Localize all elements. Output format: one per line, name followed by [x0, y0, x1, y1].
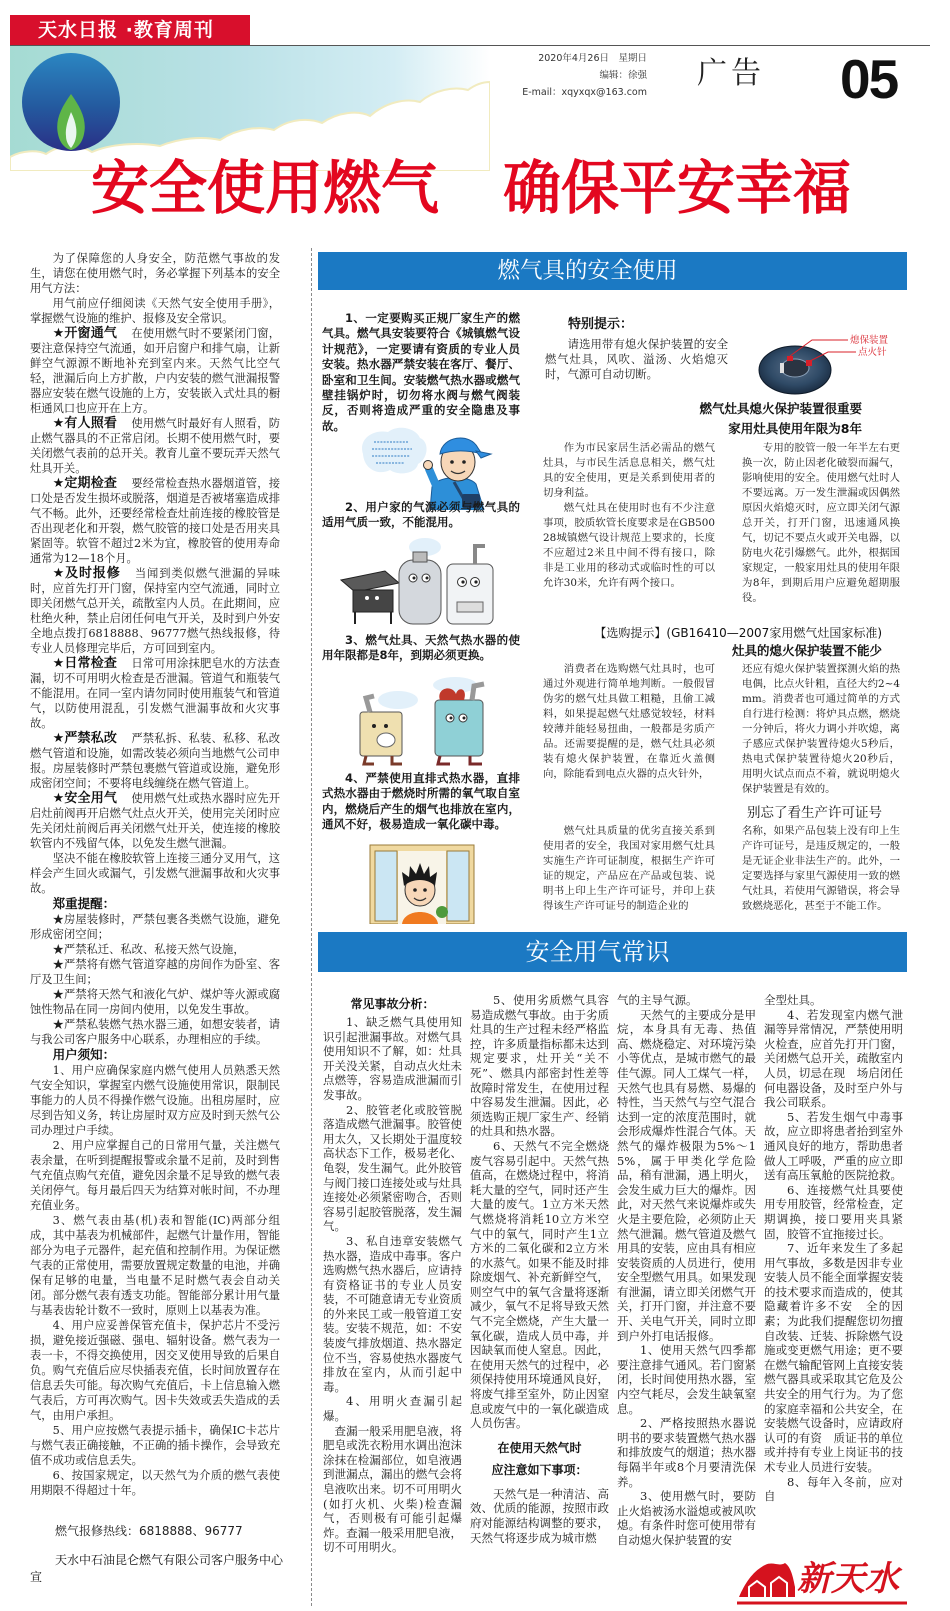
closing-paragraph: 坚决不能在橡胶软管上连接三通分叉用气，这样会产生回火或漏气，引发燃气泄漏事故和火灾事故。	[30, 852, 280, 895]
accident-item: 6、天然气不完全燃烧废气容易引起中。天然气热值高，在燃烧过程中，将消耗大量的空气，同时还产生大量的废气。1立方米天然气燃烧将消耗10立方米空气中的氧气，同时产生1立方米的二氧化碳和2立方米的水蒸气。如果不能及时排除废烟气、补充新鲜空气，则空气中的氧气含量将逐渐减少，氧气不足将导致天然气不完全燃烧，产生大量一氧化碳，造成人员中毒，并因缺氧而使人窒息。因此，在使用天然气的过程中，必须保持使用环境通风良好，将废气排至室外，防止因窒息或废气中的一氧化碳造成人员伤害。	[470, 1138, 609, 1431]
water-heaters-cartoon-illustration	[340, 676, 510, 768]
intro-paragraph: 用气前应仔细阅读《天然气安全使用手册》，掌握燃气设施的维护、报修及安全常识。	[30, 297, 280, 325]
stove-character	[341, 571, 399, 624]
stove-burner-photo	[740, 330, 900, 396]
safety-column-2	[470, 993, 609, 1605]
tip-paragraph	[30, 416, 280, 476]
appliance-item-1: 1、一定要购买正规厂家生产的燃气具。燃气具安装要符合《城镇燃气设计规范》，一定要请有资质的专业人员安装。热水器严禁安装在客厅、餐厅、卧室和卫生间。安装燃气热水器或燃气壁挂锅炉时，切勿将水阀与燃气阀装反，否则将造成严重的安全隐患及事故。	[322, 311, 520, 433]
window-pane-right	[447, 851, 469, 921]
safety-column-3	[617, 993, 756, 1605]
tip-text: 使用燃气灶或热水器时应先开启灶前阀再开启燃气灶点火开关，使用完关闭时应先关闭灶前阀后再关闭燃气灶开关，使连接的橡胶软管内不残留气体，以免发生燃气泄漏。	[30, 792, 280, 850]
article-paragraph: 还应有熄火保护装置探测火焰的热电偶，比点火针粗，直径大约2~4mm。消费者也可通过简单的方式自行进行检测：将炉具点燃，燃烧一分钟后，将火力调小并吹熄，离子感应式保护装置待熄火5秒后，热电式保护装置待熄火20秒后，用明火试点而点不着，就说明熄火保护装置是有效的。	[742, 663, 900, 795]
note-item-continued: 全型灶具。	[764, 993, 822, 1007]
section-name: 广告	[697, 56, 765, 91]
appliance-item-4: 4、严禁使用直排式热水器，直排式热水器由于燃烧时所需的氧气取自室内，燃烧后产生的烟气也排放在室内，通风不好，极易造成一氧化碳中毒。	[322, 771, 520, 832]
issue-editor: 编辑：徐强	[599, 70, 647, 81]
open-window-cartoon-illustration	[362, 842, 482, 924]
accident-item: 1、缺乏燃气具使用知识引起泄漏事故。对燃气具使用知识不了解，如：灶具开关没关紧，自动点火灶未点燃等，容易造成泄漏而引发事故。	[323, 1015, 462, 1102]
speech-bubble	[362, 428, 427, 474]
issue-email: E-mail：xqyxqx@163.com	[522, 87, 647, 98]
accident-item: 4、用明火查漏引起爆。	[323, 1394, 462, 1424]
tip-text: 要经常检查热水器烟道管，接口处是否发生损坏或脱落，烟道是否被堵塞造成排气不畅。此外，还要经常检查灶前连接的橡胶管是否出现老化和开裂，燃气胶管的接口处是否用夹具紧固等。软管不超过2米为宜，橡胶管的使用寿命通常为12—18个月。	[30, 477, 280, 565]
section-title: 燃气具的安全使用	[497, 258, 678, 284]
note-item: 5、若发生烟气中毒事故，应立即将患者抬到室外通风良好的地方，帮助患者做人工呼吸，严重的应立即送有高压氧舱的医院抢救。	[764, 1109, 903, 1183]
notice-item: 1、用户应确保家庭内燃气使用人员熟悉天然气安全知识，掌握室内燃气设施使用常识，限制民事能力的人员不得操作燃气设施。出租房屋时，应尽到告知义务，转让房屋时双方应及时到天然气公司办理过户手续。	[30, 1064, 280, 1137]
reminder-item: ★严禁将有燃气管道穿越的房间作为卧室、客厅及卫生间；	[30, 958, 280, 986]
article-title: 燃气灶具熄火保护装置很重要	[699, 401, 862, 416]
notice-item: 3、燃气表由基(机)表和智能(IC)两部分组成，其中基表为机械部件，起燃气计量作用，智能部分为电子元器件，起充值和控制作用。为保证燃气表的正常使用，需要放置规定数量的电池，并确保有足够的电量，当电量不足时燃气表会自动关闭。部分燃气表有透支功能。智能部分累计用气量与基表齿轮计数不一致时，原则上以基表为准。	[30, 1214, 280, 1317]
note-item: 1、使用天然气四季都要注意排气通风。若门窗紧闭，长时间使用热水器，室内空气耗尽，会发生缺氧窒息。	[617, 1343, 756, 1416]
safety-column-4	[764, 993, 903, 1605]
igniter-label: 点火针	[858, 347, 887, 358]
note-item: 8、每年入冬前，应对自	[764, 1474, 903, 1504]
notes-intro: 天然气是一种清洁、高效、优质的能源，按照市政府对能源结构调整的要求，天然气将逐步成为城市燃	[470, 1486, 609, 1545]
section-header-appliance	[318, 252, 907, 290]
notes-title: 应注意如下事项：	[491, 1462, 588, 1477]
appliances-cartoon-illustration	[335, 538, 505, 628]
tip-paragraph	[30, 731, 280, 791]
plant-icon	[436, 906, 448, 918]
tip-label: ★有人照看	[52, 416, 118, 431]
new-heater-character	[435, 684, 484, 764]
notice-item: 2、用户应掌握自己的日常用气量，关注燃气表余量，在听到提醒报警或余量不足前，及时到售气充值点购气充值，避免因余量不足导致的燃气表关闭停气。每月最后四天为结算对帐时间，不办理充值业务。	[30, 1139, 280, 1212]
headline-left: 安全使用燃气	[91, 154, 440, 222]
accident-item: 查漏一般采用肥皂液，将肥皂或洗衣粉用水调出泡沫涂抹在检漏部位，如皂液遇到泄漏点，漏出的燃气会将皂液吹出来。切不可用明火(如打火机、火柴)检查漏气，否则极有可能引起爆炸。查漏一般采用肥皂液，切不可用明火。	[323, 1423, 462, 1555]
tip-label: ★严禁私改	[52, 731, 118, 746]
notice-item: 4、用户应妥善保管充值卡，保护芯片不受污损，避免接近强磁、强电、辐射设备。燃气表为一表一卡，不得交换使用，因交叉使用导致的后果自负。购气充值后应尽快插表充值，长时间放置存在信息丢失可能。每次购气充值后，卡上信息输入燃气表后，方可再次购气。因卡失效或丢失造成的丢气，由用户承担。	[30, 1319, 280, 1422]
note-item: 7、近年来发生了多起用气事故，多数是因非专业安装人员不能全面掌握安装的技术要求而造成的，使其隐藏着许多不安 全的因素；为此我们提醒您切勿擅自改装、迁装、拆除燃气设施或变更燃气用途；更不要在燃气输配管网上直接安装燃气器具或采取其它危及公共安全的用气行为。为了您的家庭幸福和公共安全，在安装燃气设备时，应请政府认可的有资 质证书的单位或并持有专业上岗证书的技术专业人员进行安装。	[764, 1241, 903, 1474]
worker-cartoon-illustration	[358, 424, 493, 510]
article-license-left-column	[543, 824, 715, 926]
window-pane-left	[375, 851, 397, 921]
article-paragraph: 消费者在选购燃气灶具时，也可通过外观进行简单地判断。一般假冒伪劣的燃气灶具做工粗糙，且偷工减料，如果提起燃气灶感觉较轻，材料较薄并能轻易扭曲，一般都是劣质产品。还需要提醒的是，燃气灶具必须装有熄火保护装置，在靠近火盖侧向，除能看到电点火器的点火针外，	[543, 663, 715, 780]
tip-text: 当闻到类似燃气泄漏的异味时，应首先打开门窗，保持室内空气流通，同时立即关闭燃气总开关，疏散室内人员。在此期间，应杜绝火种，禁止启闭任何电气开关，及时到户外安全地点拨打6818888、96777燃气热线报修，待专业人员修理完毕后，方可回到室内。	[30, 567, 280, 655]
article-purchase-left-column	[543, 662, 715, 800]
tip-text: 日常可用涂抹肥皂水的方法查漏，切不可用明火检查是否泄漏。管道气和瓶装气不能混用。在同一室内请勿同时使用瓶装气和管道气，以防使用混乱，引发燃气泄漏事故和火灾事故。	[30, 657, 280, 730]
special-tip-text: 请选用带有熄火保护装置的安全燃气灶具，风吹、溢汤、火焰熄灭时，气源可自动切断。	[545, 338, 728, 381]
speech-bubble	[378, 691, 418, 709]
page-number: 05	[840, 48, 898, 110]
accident-item: 3、私自违章安装燃气热水器，造成中毒事。客户选购燃气热水器后，应请持有资格证书的专业人员安装，不可随意请无专业资质的外来民工或一般管道工安装。安装不规范，如：不安装废气排放烟道、热水器定位不当，容易使热水器废气排放在室内，从而引起中毒。	[323, 1233, 462, 1394]
company-sign: 宣	[30, 1570, 43, 1584]
tip-label: ★定期检查	[52, 476, 118, 491]
article-purchase-subtitle: 灶具的熄火保护装置不能少	[731, 643, 882, 658]
reminder-heading	[30, 896, 280, 912]
notice-title: 用户须知：	[52, 1047, 116, 1062]
appliance-item-3: 3、燃气灶具、天然气热水器的使用年限都是8年，到期必须更换。	[322, 633, 520, 663]
article-paragraph: 专用的胶管一般一年半左右更换一次，防止因老化破裂而漏气，影响使用的安全。使用燃气灶时人不要远离。万一发生泄漏或因偶然原因火焰熄灭时，应立即关闭气源总开关，打开门窗，迅速通风换气，切记不要点火或开关电器，以防电火花引爆燃气。此外，根据国家规定，一般家用灶具的使用年限为8年，到期后用户应避免超期服役。	[742, 442, 900, 604]
tip-paragraph	[30, 656, 280, 731]
reminder-item: ★严禁将天然气和液化气炉、煤炉等火源或腐蚀性物品在同一房间内使用，以免发生事故。	[30, 988, 280, 1016]
article-lifespan-right-column	[742, 441, 900, 619]
section-header-safety	[318, 932, 907, 972]
masthead-bar	[10, 15, 250, 45]
tip-paragraph	[30, 791, 280, 851]
article-subtitle: 家用灶具使用年限为8年	[728, 421, 862, 436]
tip-label: ★日常检查	[52, 656, 118, 671]
reminder-title: 郑重提醒：	[52, 896, 116, 911]
article-paragraph: 燃气灶具在使用时也有不少注意事项，胶质软管长度要求是在GB50028城镇燃气设计规范上要求的，长度不应超过2米且中间不得有接口，除非是工业用的移动式或临时性的可以允许30米，允许有两个接口。	[543, 502, 715, 589]
notice-heading	[30, 1047, 280, 1063]
reminder-item: ★严禁私迁、私改、私接天然气设施，	[52, 943, 245, 956]
issue-info	[500, 50, 647, 101]
section-title: 安全用气常识	[525, 938, 670, 966]
tip-label: ★及时报修	[52, 566, 121, 581]
repair-hotline: 燃气报修热线：6818888、96777	[55, 1524, 243, 1538]
tip-label: ★开窗通气	[52, 326, 118, 341]
accident-title: 常见事故分析：	[350, 997, 435, 1011]
note-item: 3、使用燃气时，要防止火焰被汤水溢熄或被风吹熄。有条件时您可使用带有自动熄火保护装置的安	[617, 1489, 756, 1547]
article-purchase-right-column	[742, 662, 900, 800]
column-divider	[311, 248, 312, 1606]
company-signature	[30, 1552, 282, 1586]
notes-title: 在使用天然气时	[497, 1440, 582, 1455]
article-lifespan-title	[620, 399, 862, 439]
masthead-title: 天水日报 ·教育周刊	[38, 19, 214, 41]
accident-item: 5、使用劣质燃气具容易造成燃气事故。由于劣质灶具的生产过程未经严格监控，许多质量指标都未达到规定要求，灶开关“关不死”、燃具内部密封性差等故障时常发生，在使用过程中容易发生泄漏。因此，必须选购正规厂家生产、经销的灶具和热水器。	[470, 993, 609, 1139]
tip-paragraph	[30, 476, 280, 566]
article-license-title: 别忘了看生产许可证号	[747, 805, 882, 821]
article-paragraph: 作为市民家居生活必需品的燃气灶具，与市民生活息息相关，燃气灶具的安全使用，更是关系到使用者的切身利益。	[543, 442, 715, 499]
reminder-item: ★严禁私装燃气热水器三通，如想安装者，请与我公司客户服务中心联系，办理相应的手续。	[30, 1018, 280, 1046]
headline-right: 确保平安幸福	[503, 154, 852, 222]
flameout-device-label: 熄保装置	[850, 335, 889, 346]
notice-item: 6、按国家规定，以天然气为介质的燃气表使用期限不得超过十年。	[30, 1469, 280, 1497]
notes-intro-continued: 气的主导气源。	[617, 993, 698, 1007]
article-paragraph: 名称，如果产品包装上没有印上生产许可证号，是违反规定的，一般是无证企业非法生产的。此外，一定要选择与家里气源使用一致的燃气灶具，若使用气源错误，将会导致燃烧恶化，甚至于不能工作。	[742, 825, 900, 912]
gas-cylinder-character	[399, 552, 441, 624]
tip-paragraph	[30, 566, 280, 656]
issue-date: 2020年4月26日 星期日	[538, 53, 647, 64]
note-item: 4、若发现室内燃气泄漏等异常情况，严禁使用明火检查，应首先打开门窗，关闭燃气总开关，疏散室内人员，切忌在现 场启闭任何电器设备，及时至户外与我公司联系。	[764, 1007, 903, 1110]
logo-text: 新天水	[797, 1559, 899, 1599]
speech-bubble	[433, 677, 477, 693]
accident-item: 2、胶管老化或胶管脱落造成燃气泄漏事。胶管使用太久，又长期处于温度较高状态下工作，极易老化、龟裂，发生漏气。此外胶管与阀门接口连接处或与灶具连接处必须紧密吻合，否则容易引起胶管脱落，发生漏气。	[323, 1102, 462, 1234]
company-name: 天水中石油昆仑燃气有限公司客户服务中心	[55, 1553, 284, 1567]
notes-methane: 天然气的主要成分是甲烷，本身具有无毒、热值高、燃烧稳定、对环境污染小等优点，是城市燃气的最佳气源。同人工煤气一样，天然气也具有易燃、易爆的特性，当天然气与空气混合达到一定的浓度范围时，就会形成爆炸性混合气体。天然气的爆炸极限为5%～15%，属于甲类化学危险品，稍有泄漏，遇上明火，会发生威力巨大的爆炸。因此，对天然气来说爆炸或失火是主要危险，必须防止天然气泄漏。燃气管道及燃气用具的安装，应由具有相应安装资质的人员进行，使用安全型燃气用具。如果发现有泄漏，请立即关闭燃气开关，打开门窗，并注意不要开、关电气开关，同时立即到户外打电话报修。	[617, 1007, 756, 1343]
safety-column-1	[323, 993, 462, 1605]
notice-item: 5、用户应按燃气表提示插卡，确保IC卡芯片与燃气表正确接触，不正确的插卡操作，会导致充值不成功或信息丢失。	[30, 1424, 280, 1467]
tip-label: ★安全用气	[52, 791, 118, 806]
xintianshui-logo	[735, 1553, 910, 1607]
reminder-item: ★房屋装修时，严禁包裹各类燃气设施，避免形成密闭空间；	[30, 913, 280, 941]
tip-text: 严禁私拆、私装、私移、私改燃气管道和设施，如需改装必须向当地燃气公司申报。房屋装修时严禁包裹燃气管道或设施，避免形成密闭空间；不要将电线缠绕在燃气管道上。	[30, 732, 280, 790]
article-paragraph: 燃气灶具质量的优劣直接关系到使用者的安全，我国对家用燃气灶具实施生产许可证制度，根据生产许可证的规定，产品应在产品或包装、说明书上印上生产许可证号，并印上获得该生产许可证号的制造企业的	[543, 825, 715, 912]
special-tip-title: 特别提示：	[568, 317, 634, 332]
article-license-right-column	[742, 824, 900, 926]
tip-text: 在使用燃气时不要紧闭门窗，要注意保持空气流通，如开启窗户和排气扇，让新鲜空气源源不断地补充到室内来。天然气比空气轻，泄漏后向上方扩散，户内安装的燃气泄漏报警器应安装在燃气设施的上方，安装嵌入式灶具的橱柜通风口也应开在上方。	[30, 327, 280, 415]
article-lifespan-left-column	[543, 441, 715, 619]
left-column	[30, 251, 280, 1513]
tip-paragraph	[30, 326, 280, 416]
note-item: 6、连接燃气灶具要使用专用胶管，经常检查，定期调换，接口要用夹具紧固，胶管不宜拖接过长。	[764, 1182, 903, 1241]
intro-paragraph: 为了保障您的人身安全，防范燃气事故的发生，请您在使用燃气时，务必掌握下列基本的安全用气方法：	[30, 252, 280, 295]
water-heater-character	[447, 546, 493, 624]
note-item: 2、严格按照热水器说明书的要求装置燃气热水器和排放废气的烟道；热水器每隔半年或8个月要清洗保养。	[617, 1416, 756, 1489]
tip-text: 使用燃气时最好有人照看，防止燃气器具的不正常启闭。长期不使用燃气时，要关闭燃气表前的总开关。教育儿童不要玩弄天然气灶具开关。	[30, 417, 280, 475]
gas-company-logo-icon	[21, 52, 121, 152]
article-purchase-title: 【选购提示】(GB16410—2007家用燃气灶国家标准)	[594, 626, 882, 640]
appliance-item-2: 2、用户家的气源必须与燃气具的适用气质一致，不能混用。	[322, 500, 520, 530]
